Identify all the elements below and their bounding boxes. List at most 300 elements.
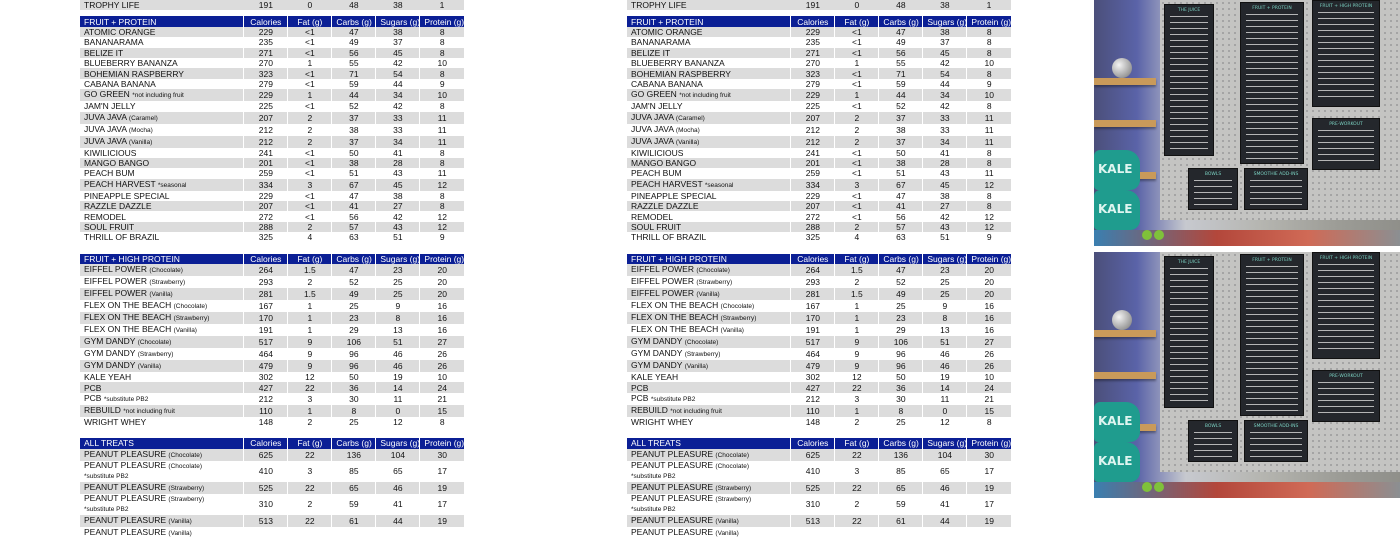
nutrient-value: 207: [244, 201, 288, 211]
section-header: [80, 16, 464, 26]
nutrient-value: 38: [332, 124, 376, 136]
menu-board: FRUIT + HIGH PROTEIN: [1312, 0, 1380, 107]
nutrient-value: 271: [791, 48, 835, 58]
nutrient-value: 56: [332, 211, 376, 221]
table-row: [627, 179, 1011, 191]
table-row: [80, 191, 464, 201]
nutrient-value: 44: [923, 515, 967, 527]
nutrient-value: 2: [288, 276, 332, 288]
nutrient-value: 42: [376, 211, 420, 221]
nutrient-value: 293: [244, 276, 288, 288]
nutrient-value: 11: [420, 168, 464, 178]
item-name-text: GO GREEN: [631, 89, 677, 100]
column-header: Sugars (g): [923, 16, 967, 26]
item-name: [80, 393, 244, 405]
section-title: FRUIT + HIGH PROTEIN: [80, 254, 244, 264]
item-name: [80, 336, 244, 348]
item-name-text: GYM DANDY: [631, 336, 683, 347]
nutrient-value: 1: [420, 0, 464, 10]
nutrient-value: 104: [376, 449, 420, 461]
nutrient-value: 33: [376, 124, 420, 136]
nutrient-value: 46: [376, 348, 420, 360]
item-name-text: RAZZLE DAZZLE: [631, 201, 699, 212]
nutrient-value: 47: [879, 191, 923, 201]
nutrient-value: 11: [420, 136, 464, 148]
menu-board: BOWLS: [1188, 168, 1238, 210]
nutrient-value: 30: [967, 449, 1011, 461]
nutrient-value: 0: [288, 0, 332, 10]
nutrient-value: 0: [376, 405, 420, 417]
item-name: [627, 336, 791, 348]
nutrient-value: 26: [967, 360, 1011, 372]
table-row: [627, 382, 1011, 392]
nutrient-value: 427: [244, 382, 288, 392]
nutrient-value: 37: [879, 136, 923, 148]
nutrient-value: [835, 527, 879, 539]
nutrient-value: 29: [879, 324, 923, 336]
nutrient-value: 34: [923, 136, 967, 148]
nutrient-value: 106: [332, 336, 376, 348]
nutrient-value: 30: [420, 449, 464, 461]
item-name: [627, 515, 791, 527]
item-name: [627, 101, 791, 111]
item-name-text: PINEAPPLE SPECIAL: [84, 190, 170, 201]
item-name-text: KIWILICIOUS: [84, 147, 137, 158]
table-row: [80, 232, 464, 242]
nutrient-value: 47: [332, 191, 376, 201]
nutrient-value: 9: [835, 348, 879, 360]
nutrient-value: 19: [376, 372, 420, 382]
nutrient-value: 51: [332, 168, 376, 178]
table-row: [627, 348, 1011, 360]
item-name: [627, 324, 791, 336]
nutrient-value: 9: [835, 336, 879, 348]
nutrient-value: 17: [420, 494, 464, 515]
nutrient-value: 26: [967, 348, 1011, 360]
item-name-text: REBUILD: [631, 404, 668, 415]
item-name-text: WRIGHT WHEY: [84, 417, 147, 427]
nutrient-value: 23: [332, 312, 376, 324]
nutrient-value: 25: [376, 288, 420, 300]
nutrient-value: 12: [967, 222, 1011, 232]
nutrient-value: [376, 527, 420, 539]
nutrient-value: 12: [835, 372, 879, 382]
item-note: (Chocolate): [173, 303, 208, 311]
item-note: *substitute PB2: [650, 395, 696, 403]
nutrient-value: 310: [244, 494, 288, 515]
item-note: (Chocolate): [715, 451, 750, 459]
nutrient-value: 9: [376, 300, 420, 312]
nutrient-value: 241: [244, 148, 288, 158]
table-row: [80, 324, 464, 336]
item-name-text: PCB: [631, 382, 649, 393]
item-name-text: TROPHY LIFE: [84, 0, 140, 11]
nutrient-value: 9: [288, 360, 332, 372]
nutrient-value: 12: [376, 417, 420, 427]
nutrient-value: 28: [376, 158, 420, 168]
column-header: Fat (g): [288, 254, 332, 264]
item-name: [80, 482, 244, 494]
nutrient-value: 34: [923, 89, 967, 101]
nutrient-value: 410: [791, 461, 835, 482]
nutrient-value: 106: [879, 336, 923, 348]
item-note: (Mocha): [128, 126, 153, 134]
column-header: Calories: [791, 438, 835, 448]
item-note: (Vanilla): [715, 517, 739, 525]
nutrient-value: 8: [420, 191, 464, 201]
item-name-text: FLEX ON THE BEACH: [84, 312, 172, 323]
nutrient-value: 27: [376, 201, 420, 211]
table-row: [80, 515, 464, 527]
nutrient-value: 8: [420, 68, 464, 78]
item-name: [627, 148, 791, 158]
nutrient-value: 50: [879, 148, 923, 158]
nutrient-value: 229: [791, 89, 835, 101]
table-row: [627, 68, 1011, 78]
menu-board: FRUIT + PROTEIN: [1240, 254, 1304, 416]
item-name-text: FLEX ON THE BEACH: [84, 300, 172, 311]
nutrient-value: 38: [879, 158, 923, 168]
nutrient-value: 34: [376, 89, 420, 101]
nutrient-value: 479: [244, 360, 288, 372]
nutrient-value: 59: [332, 494, 376, 515]
column-header: Fat (g): [835, 438, 879, 448]
nutrient-value: 67: [332, 179, 376, 191]
nutrient-value: 235: [791, 37, 835, 47]
item-name-text: WRIGHT WHEY: [631, 417, 694, 427]
nutrient-value: 212: [244, 393, 288, 405]
table-row: [80, 201, 464, 211]
nutrient-value: 36: [332, 382, 376, 392]
item-name: [627, 232, 791, 242]
item-name-text: PEANUT PLEASURE: [84, 448, 167, 459]
nutrient-value: 45: [923, 179, 967, 191]
item-name-text: BELIZE IT: [631, 47, 671, 58]
table-row: [80, 0, 464, 10]
nutrient-value: 8: [967, 158, 1011, 168]
nutrient-value: <1: [288, 101, 332, 111]
nutrition-panel-left: [80, 0, 464, 539]
table-row: [627, 211, 1011, 221]
nutrient-value: 8: [420, 158, 464, 168]
item-name: [627, 79, 791, 89]
table-row: [627, 449, 1011, 461]
nutrient-value: <1: [288, 48, 332, 58]
item-name: [627, 168, 791, 178]
nutrient-value: 264: [791, 264, 835, 276]
nutrient-value: 2: [288, 494, 332, 515]
nutrient-value: 45: [376, 179, 420, 191]
item-name: [80, 37, 244, 47]
nutrient-value: 55: [879, 58, 923, 68]
nutrient-value: <1: [835, 211, 879, 221]
table-row: [627, 515, 1011, 527]
nutrient-value: [967, 527, 1011, 539]
nutrient-value: 27: [967, 336, 1011, 348]
item-name: [627, 48, 791, 58]
nutrient-value: 61: [879, 515, 923, 527]
nutrient-value: 1: [288, 58, 332, 68]
nutrient-value: 44: [376, 515, 420, 527]
nutrient-value: [332, 527, 376, 539]
nutrient-value: 71: [332, 68, 376, 78]
nutrient-value: 212: [244, 136, 288, 148]
nutrient-value: 2: [835, 222, 879, 232]
item-note: (Chocolate): [715, 462, 750, 470]
item-name-text: FLEX ON THE BEACH: [631, 324, 719, 335]
item-name-text: EIFFEL POWER: [631, 288, 694, 299]
nutrient-value: 9: [288, 348, 332, 360]
item-note: (Chocolate): [684, 339, 719, 347]
section-title: ALL TREATS: [80, 438, 244, 448]
nutrient-value: 148: [791, 417, 835, 427]
nutrient-value: 8: [420, 37, 464, 47]
item-name-text: KALE YEAH: [84, 372, 132, 383]
nutrient-value: 148: [244, 417, 288, 427]
item-name: [80, 112, 244, 124]
nutrient-value: 2: [288, 136, 332, 148]
nutrient-value: 19: [967, 482, 1011, 494]
nutrient-value: 25: [923, 288, 967, 300]
nutrient-value: 45: [923, 48, 967, 58]
nutrient-value: 10: [967, 89, 1011, 101]
item-name: [627, 201, 791, 211]
nutrient-value: 42: [923, 101, 967, 111]
item-name: [627, 89, 791, 101]
nutrient-value: 270: [244, 58, 288, 68]
item-name: [627, 136, 791, 148]
nutrient-value: 136: [879, 449, 923, 461]
nutrient-value: 96: [879, 360, 923, 372]
nutrient-value: 22: [288, 482, 332, 494]
item-name: [80, 68, 244, 78]
table-row: [80, 89, 464, 101]
nutrient-value: 19: [967, 515, 1011, 527]
nutrient-value: 334: [791, 179, 835, 191]
nutrient-value: 67: [879, 179, 923, 191]
nutrient-value: 25: [332, 300, 376, 312]
item-note: (Vanilla): [149, 291, 173, 299]
nutrient-value: 12: [288, 372, 332, 382]
column-header: Carbs (g): [879, 438, 923, 448]
nutrient-value: 8: [420, 148, 464, 158]
nutrient-value: 235: [244, 37, 288, 47]
item-name-text: PEANUT PLEASURE: [84, 481, 167, 492]
item-name-text: GYM DANDY: [84, 336, 136, 347]
nutrient-value: 288: [244, 222, 288, 232]
nutrient-value: 20: [420, 276, 464, 288]
nutrient-value: 65: [923, 461, 967, 482]
table-row: [627, 324, 1011, 336]
item-name: [80, 324, 244, 336]
item-name: [80, 449, 244, 461]
table-row: [627, 136, 1011, 148]
nutrient-value: 21: [420, 393, 464, 405]
nutrient-value: 20: [967, 288, 1011, 300]
nutrient-value: 3: [288, 461, 332, 482]
item-name-text: EIFFEL POWER: [84, 288, 147, 299]
item-note: (Strawberry): [173, 315, 210, 323]
nutrient-value: 281: [244, 288, 288, 300]
nutrient-value: 38: [332, 158, 376, 168]
nutrient-value: <1: [835, 158, 879, 168]
nutrient-value: 8: [967, 27, 1011, 37]
nutrient-value: 43: [376, 168, 420, 178]
item-name-text: BANANARAMA: [631, 37, 691, 48]
item-note: (Strawberry): [720, 315, 757, 323]
nutrient-value: 36: [879, 382, 923, 392]
table-row: [80, 179, 464, 191]
item-name: [80, 264, 244, 276]
nutrient-value: 517: [244, 336, 288, 348]
item-name: [627, 382, 791, 392]
item-name-text: JUVA JAVA: [631, 135, 674, 146]
nutrient-value: 513: [244, 515, 288, 527]
nutrient-value: 57: [879, 222, 923, 232]
item-name-text: GYM DANDY: [631, 360, 683, 371]
item-name: [80, 405, 244, 417]
nutrient-value: 47: [879, 27, 923, 37]
table-row: [80, 360, 464, 372]
nutrient-value: 42: [376, 58, 420, 68]
nutrient-value: 27: [420, 336, 464, 348]
item-name: [627, 449, 791, 461]
table-row: [80, 276, 464, 288]
nutrient-value: [420, 527, 464, 539]
nutrient-value: 8: [420, 417, 464, 427]
nutrient-value: 15: [967, 405, 1011, 417]
item-name-text: EIFFEL POWER: [84, 264, 147, 275]
nutrition-table: [80, 0, 464, 539]
nutrient-value: [244, 527, 288, 539]
item-name-text: PINEAPPLE SPECIAL: [631, 190, 717, 201]
item-name-text: GYM DANDY: [84, 348, 136, 359]
nutrient-value: 63: [332, 232, 376, 242]
item-name-text: PEANUT PLEASURE: [631, 448, 714, 459]
item-name-text: JUVA JAVA: [84, 135, 127, 146]
lime: [1142, 482, 1152, 492]
item-name: [80, 515, 244, 527]
nutrient-value: 1: [835, 312, 879, 324]
nutrient-value: 16: [420, 312, 464, 324]
nutrient-value: 11: [967, 124, 1011, 136]
table-row: [80, 417, 464, 427]
item-name-text: PEANUT PLEASURE: [84, 460, 167, 470]
nutrient-value: 325: [791, 232, 835, 242]
table-row: [627, 288, 1011, 300]
item-name: [627, 482, 791, 494]
nutrient-value: 38: [923, 191, 967, 201]
nutrient-value: 37: [332, 112, 376, 124]
nutrient-value: 11: [923, 393, 967, 405]
nutrient-value: 46: [376, 360, 420, 372]
nutrient-value: 464: [244, 348, 288, 360]
section-title: FRUIT + PROTEIN: [627, 16, 791, 26]
item-name-text: FLEX ON THE BEACH: [631, 300, 719, 311]
nutrient-value: 85: [332, 461, 376, 482]
nutrient-value: 43: [923, 222, 967, 232]
nutrient-value: 212: [791, 124, 835, 136]
table-row: [627, 79, 1011, 89]
nutrient-value: 1: [835, 89, 879, 101]
nutrient-value: 28: [923, 158, 967, 168]
item-name-text: REMODEL: [84, 211, 127, 222]
nutrient-value: 71: [879, 68, 923, 78]
table-row: [80, 48, 464, 58]
menu-board: PRE-WORKOUT: [1312, 118, 1380, 170]
item-name-text: MANGO BANGO: [631, 158, 697, 169]
nutrient-value: 517: [791, 336, 835, 348]
nutrient-value: 8: [967, 37, 1011, 47]
nutrient-value: 10: [967, 372, 1011, 382]
nutrient-value: [288, 527, 332, 539]
table-row: [627, 372, 1011, 382]
nutrient-value: 49: [332, 37, 376, 47]
item-name: [80, 417, 244, 427]
item-note: (Strawberry): [168, 484, 205, 492]
nutrient-value: <1: [288, 68, 332, 78]
item-name-text: PEANUT PLEASURE: [631, 493, 714, 503]
item-name: [80, 201, 244, 211]
nutrient-value: 38: [376, 27, 420, 37]
item-name: [80, 89, 244, 101]
item-note: (Strawberry): [684, 351, 721, 359]
nutrient-value: 46: [923, 360, 967, 372]
nutrient-value: 1: [835, 324, 879, 336]
nutrient-value: 42: [376, 101, 420, 111]
nutrient-value: 229: [244, 191, 288, 201]
nutrient-value: 525: [791, 482, 835, 494]
column-header: Carbs (g): [879, 254, 923, 264]
nutrient-value: 48: [332, 0, 376, 10]
nutrient-value: 1.5: [835, 288, 879, 300]
nutrient-value: 56: [879, 48, 923, 58]
item-name: [627, 393, 791, 405]
nutrient-value: <1: [288, 158, 332, 168]
nutrient-value: 212: [791, 136, 835, 148]
column-header: Protein (g): [420, 438, 464, 448]
nutrient-value: 38: [879, 124, 923, 136]
nutrient-value: <1: [835, 101, 879, 111]
column-header: Calories: [244, 16, 288, 26]
table-row: [627, 58, 1011, 68]
item-note: (Vanilla): [720, 327, 744, 335]
table-row: [80, 222, 464, 232]
item-name: [80, 148, 244, 158]
item-name: [80, 360, 244, 372]
item-name: [80, 168, 244, 178]
item-name-text: PEANUT PLEASURE: [84, 493, 167, 503]
nutrient-value: 23: [879, 312, 923, 324]
nutrient-value: 259: [244, 168, 288, 178]
item-name-text: ATOMIC ORANGE: [84, 26, 156, 37]
nutrient-value: 20: [420, 288, 464, 300]
table-row: [627, 417, 1011, 427]
item-name-text: RAZZLE DAZZLE: [84, 201, 152, 212]
nutrient-value: 44: [332, 89, 376, 101]
table-row: [627, 158, 1011, 168]
item-name: [80, 101, 244, 111]
item-name: [627, 276, 791, 288]
item-note: *not including fruit: [679, 92, 731, 100]
nutrient-value: 45: [376, 48, 420, 58]
nutrient-value: 1: [835, 58, 879, 68]
nutrient-value: 11: [420, 112, 464, 124]
nutrient-value: 27: [923, 201, 967, 211]
nutrient-value: 14: [376, 382, 420, 392]
table-row: [627, 168, 1011, 178]
menu-board: THE JUICE: [1164, 4, 1214, 156]
